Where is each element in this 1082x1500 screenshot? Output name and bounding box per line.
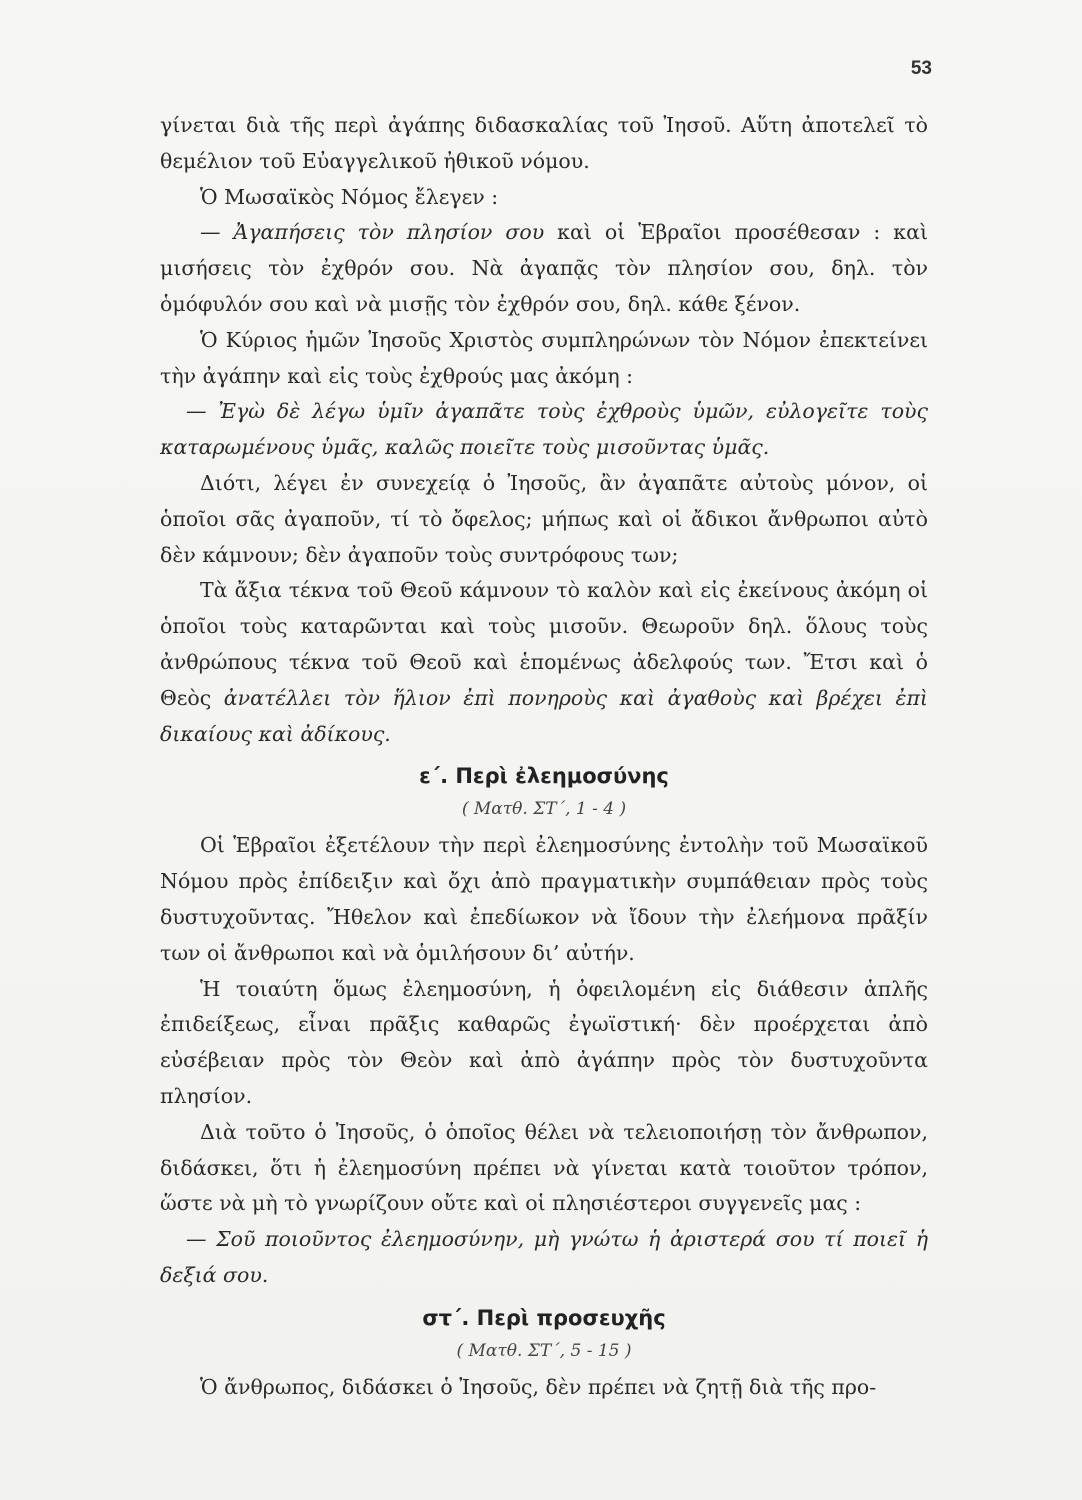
paragraph: Οἱ Ἑβραῖοι ἐξετέλουν τὴν περὶ ἐλεημοσύνης ἐντολὴν τοῦ Μωσαϊκοῦ Νόμου πρὸς ἐπίδειξιν καὶ ὄχι ἀπὸ πραγματικὴν συμπάθειαν πρὸς τοὺς δυστυχοῦντας. Ἤθελον καὶ ἐπεδίωκον νὰ ἴδουν τὴν ἐλεήμονα πρᾶξίν των οἱ ἄνθρωποι καὶ νὰ ὁμιλήσουν δι’ αὐτήν. (160, 833, 928, 965)
paragraph (160, 215, 928, 322)
paragraph-text: καὶ οἱ Ἑβραῖοι προσέθεσαν : καὶ μισήσεις τὸν ἐχθρόν σου. Νὰ ἀγαπᾷς τὸν πλησίον σου, δηλ. τὸν ὁμόφυλόν σου καὶ νὰ μισῇς τὸν ἐχθρόν σου, δηλ. κάθε ξένον. (160, 220, 928, 316)
paragraph: Ὁ Κύριος ἡμῶν Ἰησοῦς Χριστὸς συμπληρώνων τὸν Νόμον ἐπεκτείνει τὴν ἀγάπην καὶ εἰς τοὺς ἐχθρούς μας ἀκόμη : (160, 327, 928, 388)
quote-text: ἀνατέλλει τὸν ἥλιον ἐπὶ πονηροὺς καὶ ἀγαθοὺς καὶ βρέχει ἐπὶ δικαίους καὶ ἀδίκους. (160, 685, 928, 746)
quote-text: — Ἀγαπήσεις τὸν πλησίον σου (200, 220, 545, 245)
scripture-reference: ( Ματθ. ΣΤ΄, 1 - 4 ) (461, 799, 627, 820)
paragraph: Ἡ τοιαύτη ὅμως ἐλεημοσύνη, ἡ ὀφειλομένη εἰς διάθεσιν ἁπλῆς ἐπιδείξεως, εἶναι πρᾶξις καθαρῶς ἐγωϊστική· δὲν προέρχεται ἀπὸ εὐσέβειαν πρὸς τὸν Θεὸν καὶ ἀπὸ ἀγάπην πρὸς τὸν δυστυχοῦντα πλησίον. (160, 976, 928, 1108)
paragraph: Διὰ τοῦτο ὁ Ἰησοῦς, ὁ ὁποῖος θέλει νὰ τελειοποιήσῃ τὸν ἄνθρωπον, διδάσκει, ὅτι ἡ ἐλεημοσύνη πρέπει νὰ γίνεται κατὰ τοιοῦτον τρόπον, ὥστε νὰ μὴ τὸ γνωρίζουν οὔτε καὶ οἱ πλησιέστεροι συγγενεῖς μας : (160, 1119, 928, 1216)
scripture-quote: — Ἐγὼ δὲ λέγω ὑμῖν ἀγαπᾶτε τοὺς ἐχθροὺς ὑμῶν, εὐλογεῖτε τοὺς καταρωμένους ὑμᾶς, καλῶς ποιεῖτε τοὺς μισοῦντας ὑμᾶς. (160, 399, 928, 460)
page-body (160, 108, 928, 1406)
paragraph-text: Τὰ ἄξια τέκνα τοῦ Θεοῦ κάμνουν τὸ καλὸν καὶ εἰς ἐκείνους ἀκόμη οἱ ὁποῖοι τοὺς καταρῶνται καὶ τοὺς μισοῦν. Θεωροῦν δηλ. ὅλους τοὺς ἀνθρώπους τέκνα τοῦ Θεοῦ καὶ ἑπομένως ἀδελφούς των. Ἔτσι καὶ ὁ Θεὸς (160, 578, 928, 710)
paragraph: Διότι, λέγει ἐν συνεχείᾳ ὁ Ἰησοῦς, ἂν ἀγαπᾶτε αὐτοὺς μόνον, οἱ ὁποῖοι σᾶς ἀγαποῦν, τί τὸ ὄφελος; μήπως καὶ οἱ ἄδικοι ἄνθρωποι αὐτὸ δὲν κάμνουν; δὲν ἀγαποῦν τοὺς συντρόφους των; (160, 470, 928, 567)
scripture-quote: — Σοῦ ποιοῦντος ἐλεημοσύνην, μὴ γνώτω ἡ ἀριστερά σου τί ποιεῖ ἡ δεξιά σου. (160, 1227, 928, 1287)
paragraph: Ὁ ἄνθρωπος, διδάσκει ὁ Ἰησοῦς, δὲν πρέπει νὰ ζητῇ διὰ τῆς προ- (200, 1374, 877, 1399)
paragraph: Ὁ Μωσαϊκὸς Νόμος ἔλεγεν : (200, 184, 499, 209)
paragraph: γίνεται διὰ τῆς περὶ ἀγάπης διδασκαλίας τοῦ Ἰησοῦ. Αὕτη ἀποτελεῖ τὸ θεμέλιον τοῦ Εὐαγγελικοῦ ἠθικοῦ νόμου. (160, 113, 928, 173)
scripture-reference: ( Ματθ. ΣΤ΄, 5 - 15 ) (456, 1340, 632, 1361)
section-heading: ε΄. Περὶ ἐλεημοσύνης (419, 764, 669, 789)
section-heading: στ΄. Περὶ προσευχῆς (422, 1305, 666, 1330)
page-number: 53 (910, 58, 932, 79)
paragraph (160, 573, 928, 752)
